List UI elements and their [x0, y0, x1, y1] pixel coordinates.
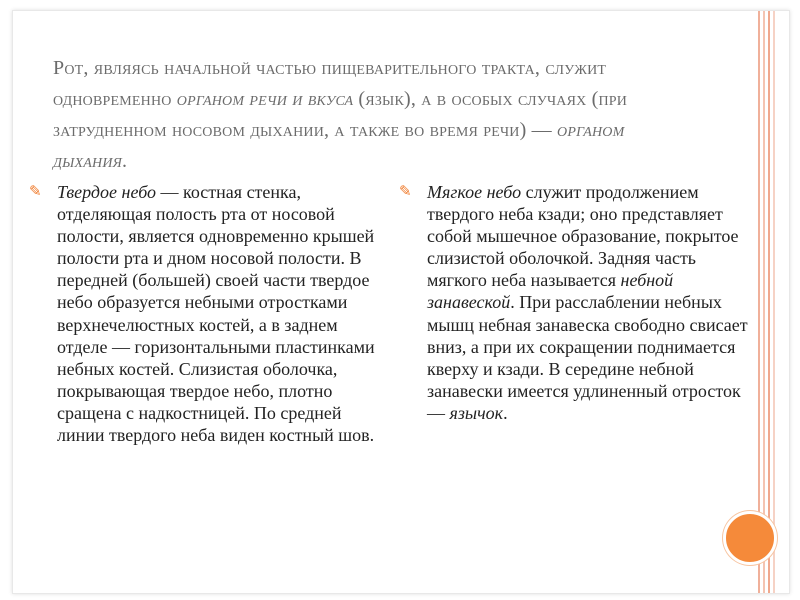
right-column — [399, 181, 759, 424]
hard-palate-paragraph — [57, 181, 379, 446]
bullet-icon: ✎ — [29, 184, 42, 200]
decorative-stripes — [758, 11, 775, 593]
slide-title — [53, 53, 703, 177]
term-hard-palate: Твердое небо — [57, 182, 157, 202]
hard-palate-text: — костная стенка, отделяющая полость рта от носовой полости, является одновременно крышей полости рта и дном носовой полости. В передней (большей) своей части твердое небо образуется небными отростками верхнечелюстных костей, а в заднем отделе — горизонтальными пластинками небных костей. Слизистая оболочка, покрывающая твердое небо, плотно сращена с надкостницей. По средней линии твердого неба виден костный шов. — [57, 182, 375, 446]
soft-palate-text-1: служит продолжением твердого неба кзади; оно представляет собой мышечное образование, покрытое слизистой оболочкой. Задняя часть мягкого неба называется — [427, 182, 739, 291]
orange-circle-decoration — [723, 511, 777, 565]
bullet-icon: ✎ — [399, 184, 412, 200]
title-part-1: Рот, являясь начальной частью пищеварительного тракта, служит одновременно — [53, 57, 607, 110]
title-em-respiration: органом дыхания — [53, 119, 625, 172]
title-part-3: . — [122, 150, 128, 172]
soft-palate-paragraph — [427, 181, 759, 424]
title-part-2: (язык), а в особых случаях (при затрудненном носовом дыхании, а также во время речи) — — [53, 88, 628, 141]
term-velum: небной занавеской — [427, 270, 674, 313]
term-uvula: язычок — [449, 402, 504, 423]
term-soft-palate: Мягкое небо — [427, 182, 522, 202]
soft-palate-text-3: . — [503, 402, 508, 423]
slide — [12, 10, 790, 594]
soft-palate-text-2: . При расслаблении небных мышц небная занавеска свободно свисает вниз, а при их сокращении поднимается кверху и кзади. В середине небной занавески имеется удлиненный отросток — — [427, 292, 748, 423]
title-em-speech-taste: органом речи и вкуса — [176, 88, 354, 110]
left-column — [29, 181, 379, 446]
